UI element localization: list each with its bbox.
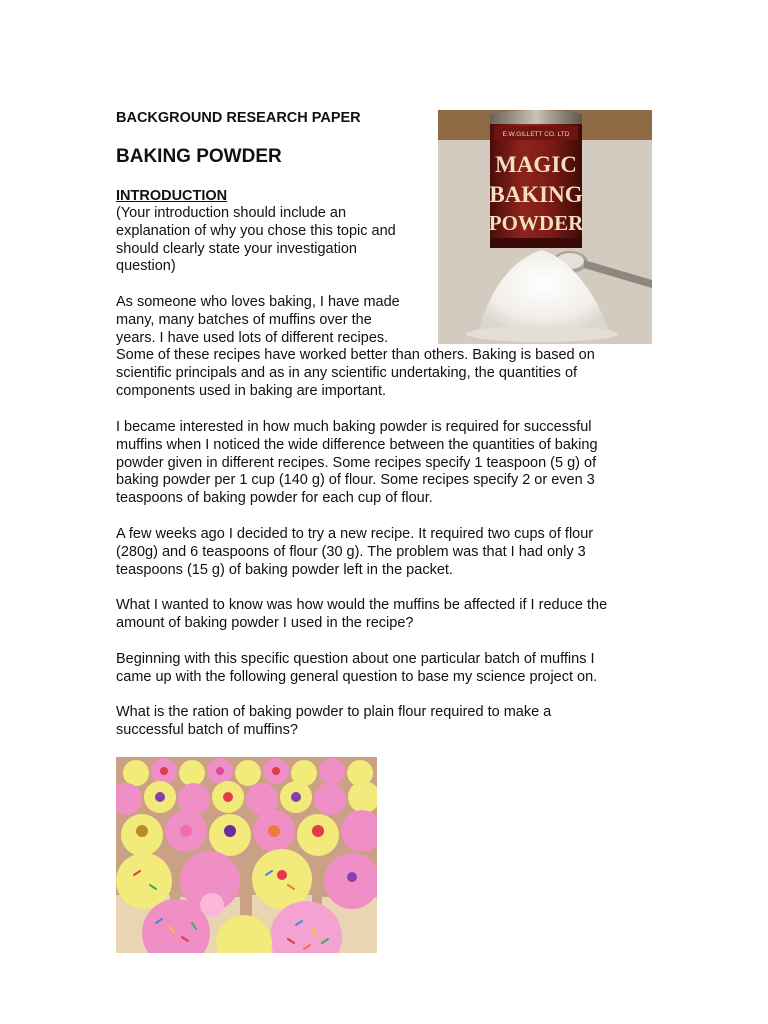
tin-label-line-2: BAKING [489, 182, 583, 207]
text-line: should clearly state your investigation [116, 240, 357, 257]
text-line: I became interested in how much baking powder is required for successful [116, 419, 592, 435]
document-title: BAKING POWDER [116, 146, 282, 167]
paragraph-3 [116, 526, 593, 579]
text-line: baking powder per 1 cup (140 g) of flour. Some recipes specify 2 or even 3 [116, 472, 595, 489]
text-line: Beginning with this specific question about one particular batch of muffins I [116, 651, 595, 667]
introduction-heading: INTRODUCTION [116, 188, 228, 204]
text-line: What I wanted to know was how would the muffins be affected if I reduce the [116, 597, 608, 613]
text-line: came up with the following general question to base my science project on. [116, 668, 598, 685]
document-label: BACKGROUND RESEARCH PAPER [116, 110, 361, 126]
text-line: powder given in different recipes. Some recipes specify 1 teaspoon (5 g) of [116, 454, 597, 471]
text-line: question) [116, 258, 176, 275]
cupcakes-illustration [116, 757, 377, 953]
baking-powder-tin-photo [438, 110, 652, 344]
baking-powder-tin-illustration [438, 110, 652, 344]
text-line: (280g) and 6 teaspoons of flour (30 g). The problem was that I had only 3 [116, 543, 586, 560]
text-line: components used in baking are important. [116, 382, 387, 399]
paragraph-2 [116, 419, 598, 508]
text-line: As someone who loves baking, I have made [116, 294, 400, 310]
text-line: explanation of why you chose this topic and [116, 222, 396, 239]
text-line: What is the ration of baking powder to plain flour required to make a [116, 704, 552, 720]
tin-label-line-1: MAGIC [495, 152, 577, 177]
text-line: years. I have used lots of different recipes. [116, 329, 389, 346]
paragraph-4 [116, 597, 607, 633]
introduction-instructions [116, 205, 396, 276]
text-line: scientific principals and as in any scientific undertaking, the quantities of [116, 365, 578, 382]
paragraph-6 [116, 704, 551, 740]
text-line: muffins when I noticed the wide difference between the quantities of baking [116, 436, 598, 453]
paragraph-5 [116, 651, 597, 687]
text-line: (Your introduction should include an [116, 205, 347, 221]
text-line: many, many batches of muffins over the [116, 311, 372, 328]
tin-label-line-3: POWDER [488, 211, 584, 235]
tin-top-band-text: E.W.GILLETT CO. LTD [502, 131, 570, 138]
text-line: successful batch of muffins? [116, 721, 298, 738]
cupcakes-photo [116, 757, 377, 953]
text-line: teaspoons (15 g) of baking powder left in the packet. [116, 561, 453, 578]
text-line: amount of baking powder I used in the recipe? [116, 614, 414, 631]
text-line: Some of these recipes have worked better than others. Baking is based on [116, 347, 595, 364]
text-line: A few weeks ago I decided to try a new recipe. It required two cups of flour [116, 526, 594, 542]
text-line: teaspoons of baking powder for each cup of flour. [116, 490, 433, 507]
